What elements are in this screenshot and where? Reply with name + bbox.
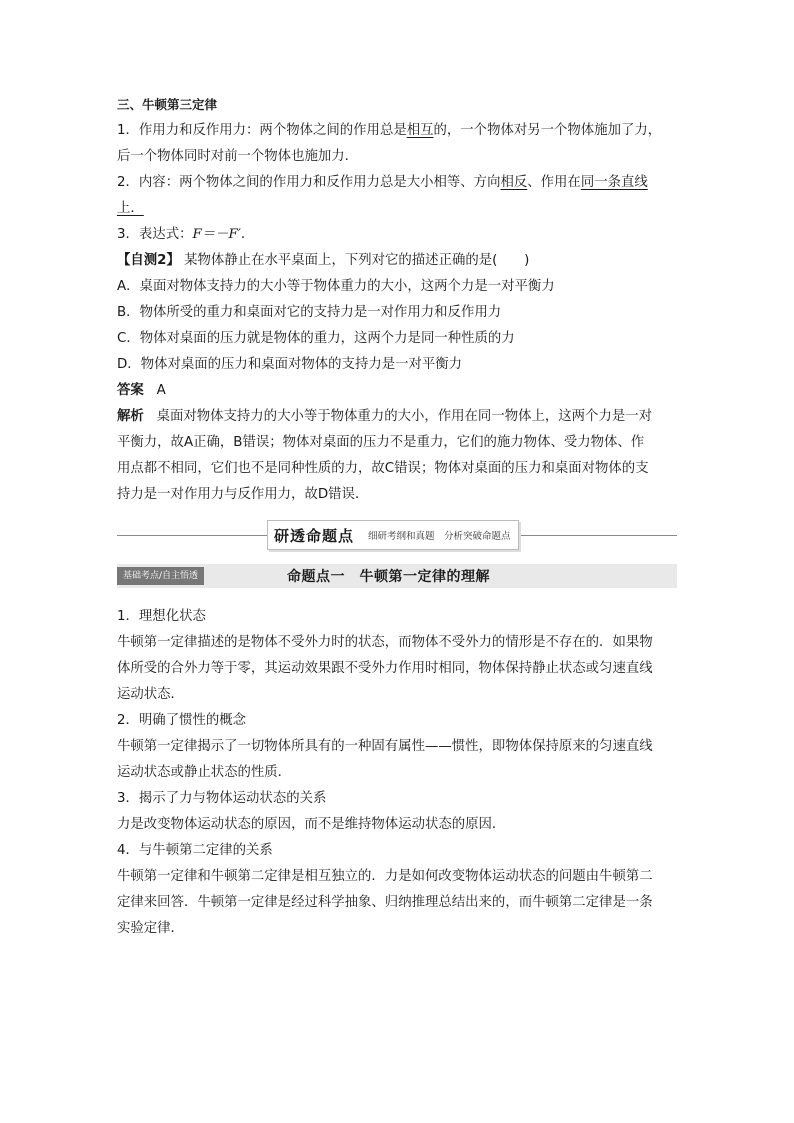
- point-3: [117, 786, 677, 838]
- option-b: B．物体所受的重力和桌面对它的支持力是一对作用力和反作用力: [117, 305, 502, 320]
- analysis-line-3: 用点都不相同，它们也不是同种性质的力，故C错误；物体对桌面的压力和桌面对物体的支: [117, 461, 649, 476]
- option-a: A．桌面对物体支持力的大小等于物体重力的大小，这两个力是一对平衡力: [117, 279, 555, 294]
- point-1: [117, 604, 677, 708]
- topic-tag: 基础考点/自主悟透: [117, 567, 204, 585]
- answer-line: [117, 378, 677, 404]
- point-line: 牛顿第一定律和牛顿第二定律是相互独立的．力是如何改变物体运动状态的问题由牛顿第二: [117, 869, 653, 884]
- analysis-line-4: 持力是一对作用力与反作用力，故D错误．: [117, 487, 369, 502]
- point-line: 实验定律．: [117, 921, 184, 936]
- point-line: 体所受的合外力等于零，其运动效果跟不受外力作用时相同，物体保持静止状态或匀速直线: [117, 661, 653, 676]
- answer-blank-on: 上．: [117, 201, 144, 216]
- point-heading: 1．理想化状态: [117, 609, 206, 624]
- point-line: 运动状态．: [117, 687, 184, 702]
- selftest-tag: 【自测2】: [117, 253, 180, 268]
- answer-label: 答案: [117, 383, 144, 398]
- point-heading: 4．与牛顿第二定律的关系: [117, 843, 273, 858]
- analysis-label: 解析: [117, 409, 144, 424]
- banner-title: 研透命题点: [274, 526, 355, 545]
- section-banner: [117, 518, 677, 554]
- banner-subtitle: 细研考纲和真题 分析突破命题点: [368, 531, 511, 542]
- option-d: D．物体对桌面的压力和桌面对物体的支持力是一对平衡力: [117, 357, 463, 372]
- paragraph-action-reaction-cont: 后一个物体同时对前一个物体也施加力．: [117, 149, 359, 164]
- point-line: 定律来回答．牛顿第一定律是经过科学抽象、归纳推理总结出来的，而牛顿第二定律是一条: [117, 895, 653, 910]
- paragraph-expression: 3．表达式：F＝－F′．: [117, 227, 255, 242]
- answer-blank-mutual: 相互: [406, 123, 434, 138]
- answer-blank-same-line: 同一条直线: [580, 175, 648, 190]
- point-heading: 2．明确了惯性的概念: [117, 713, 247, 728]
- option-c: C．物体对桌面的压力就是物体的重力，这两个力是同一种性质的力: [117, 331, 515, 346]
- paragraph-action-reaction: 1．作用力和反作用力：两个物体之间的作用总是相互的，一个物体对另一个物体施加了力，: [117, 123, 662, 138]
- point-line: 力是改变物体运动状态的原因，而不是维持物体运动状态的原因．: [117, 817, 506, 832]
- formula: F＝－F′: [192, 227, 241, 242]
- paragraph-content-cont: [117, 196, 677, 222]
- point-heading: 3．揭示了力与物体运动状态的关系: [117, 791, 327, 806]
- section-heading: 三、牛顿第三定律: [117, 97, 218, 112]
- point-2: [117, 708, 677, 786]
- topic-title: 命题点一 牛顿第一定律的理解: [287, 569, 490, 585]
- answer-value: A: [156, 383, 166, 398]
- paragraph-content: 2．内容：两个物体之间的作用力和反作用力总是大小相等、方向相反、作用在同一条直线: [117, 175, 648, 190]
- point-4: [117, 838, 677, 942]
- banner-box: [267, 520, 519, 550]
- analysis-line-2: 平衡力，故A正确，B错误；物体对桌面的压力不是重力，它们的施力物体、受力物体、作: [117, 435, 645, 450]
- point-line: 牛顿第一定律揭示了一切物体所具有的一种固有属性——惯性，即物体保持原来的匀速直线: [117, 739, 653, 754]
- selftest-question: 【自测2】 某物体静止在水平桌面上，下列对它的描述正确的是( ): [117, 253, 530, 268]
- analysis-line-1: 解析 桌面对物体支持力的大小等于物体重力的大小，作用在同一物体上，这两个力是一对: [117, 409, 653, 424]
- answer-blank-opposite: 相反: [500, 175, 528, 190]
- document-page: [117, 92, 677, 942]
- point-line: 运动状态或静止状态的性质．: [117, 765, 292, 780]
- topic-bar: [117, 564, 677, 588]
- point-line: 牛顿第一定律描述的是物体不受外力时的状态，而物体不受外力的情形是不存在的．如果物: [117, 635, 653, 650]
